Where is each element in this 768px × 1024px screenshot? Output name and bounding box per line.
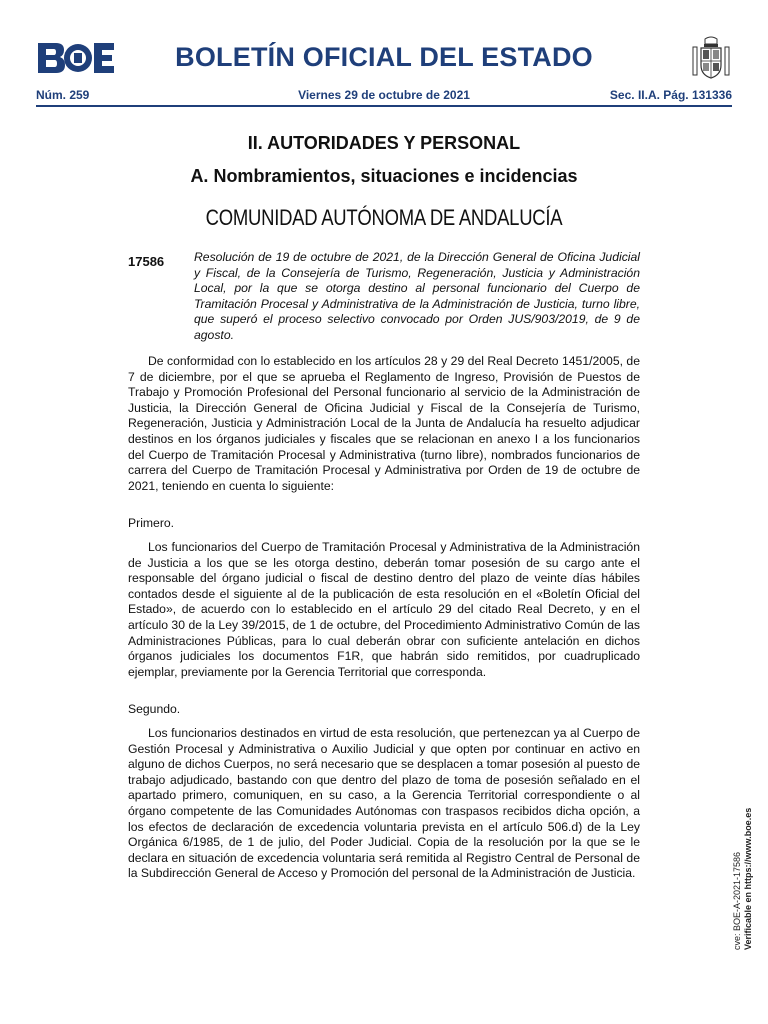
section-heading: II. AUTORIDADES Y PERSONAL xyxy=(247,133,521,153)
document-summary: Resolución de 19 de octubre de 2021, de la Dirección General de Oficina Judicial y Fiscal, de la Consejería de Turismo, Regeneración, Justicia y Administración Local, por la que se otorga destino al personal funcionario del Cuerpo de Tramitación Procesal y Administrativa de la Administración de Justicia, turno libre, que superó el proceso selectivo convocado por Orden JUS/903/2019, de 9 de agosto. xyxy=(194,250,640,342)
verification-note xyxy=(732,808,754,950)
document-number: 17586 xyxy=(128,254,165,269)
label-segundo: Segundo. xyxy=(128,702,181,716)
cve-code: cve: BOE-A-2021-17586 xyxy=(732,851,742,950)
paragraph-primero: Los funcionarios del Cuerpo de Tramitación Procesal y Administrativa de la Administración de Justicia a los que se les otorga destino, deberán tomar posesión de su cargo ante el responsable del órgano judicial o fiscal de destino dentro del plazo de veinte días hábiles contados desde el siguiente al de la publicación de esta resolución en el «Boletín Oficial del Estado», de acuerdo con lo establecido en el artículo 29 del citado Real Decreto, y en el artículo 30 de la Ley 39/2015, de 1 de octubre, del Procedimiento Administrativo Común de las Administraciones Públicas, para lo cual deberán obrar con suficiente antelación en dichos órganos judiciales los documentos F1R, que habrán sido remitidos, por cuadruplicado ejemplar, previamente por la Gerencia Territorial que corresponda. xyxy=(128,540,640,679)
coat-of-arms-icon xyxy=(690,35,732,81)
paragraph-segundo: Los funcionarios destinados en virtud de esta resolución, que pertenezcan ya al Cuerpo de Gestión Procesal y Administrativa o Auxilio Judicial y que opten por continuar en activo en alguno de dichos Cuerpos, no será necesario que se desplacen a tomar posesión al puesto de trabajo adjudicado, bastando con que dentro del plazo de toma de posesión señalado en el apartado primero, comuniquen, en su caso, a la Gerencia Territorial correspondiente o al órgano competente de las Comunidades Autónomas con traspasos recibidos dicha opción, a los efectos de declaración de excedencia voluntaria prevista en el artículo 506.d) de la Ley Orgánica 6/1985, de 1 de julio, del Poder Judicial. Copia de la resolución por la que se le declara en situación de excedencia voluntaria será remitida al Registro Central de Personal de la Subdirección General de Acceso y Promoción del personal de la Administración de Justicia. xyxy=(128,726,640,881)
paragraph-intro: De conformidad con lo establecido en los artículos 28 y 29 del Real Decreto 1451/2005, de 7 de diciembre, por el que se aprueba el Reglamento de Ingreso, Provisión de Puestos de Trabajo y Promoción Profesional del Personal funcionario al servicio de la Administración de Justicia, la Dirección General de Oficina Judicial y Fiscal de la Consejería de Turismo, Regeneración, Justicia y Administración Local de la Junta de Andalucía ha resuelto adjudicar destinos en los órganos judiciales y fiscales que se relacionan en anexo I a los funcionarios del Cuerpo de Tramitación Procesal y Administrativa (turno libre), nombrados funcionarios de carrera del Cuerpo de Tramitación Procesal y Administrativa por Orden de 19 de octubre de 2021, teniendo en cuenta lo siguiente: xyxy=(128,354,640,493)
newspaper-title: BOLETÍN OFICIAL DEL ESTADO xyxy=(175,42,593,72)
verification-url[interactable]: Verificable en https://www.boe.es xyxy=(743,807,753,950)
issue-number: Núm. 259 xyxy=(36,88,90,102)
entity-heading: COMUNIDAD AUTÓNOMA DE ANDALUCÍA xyxy=(205,205,563,230)
issue-meta-bar xyxy=(36,86,732,104)
label-primero: Primero. xyxy=(128,516,175,530)
section-page: Sec. II.A. Pág. 131336 xyxy=(609,88,732,102)
header-rule xyxy=(36,105,732,107)
issue-date: Viernes 29 de octubre de 2021 xyxy=(298,88,470,102)
subsection-heading: A. Nombramientos, situaciones e incidencias xyxy=(190,166,578,186)
